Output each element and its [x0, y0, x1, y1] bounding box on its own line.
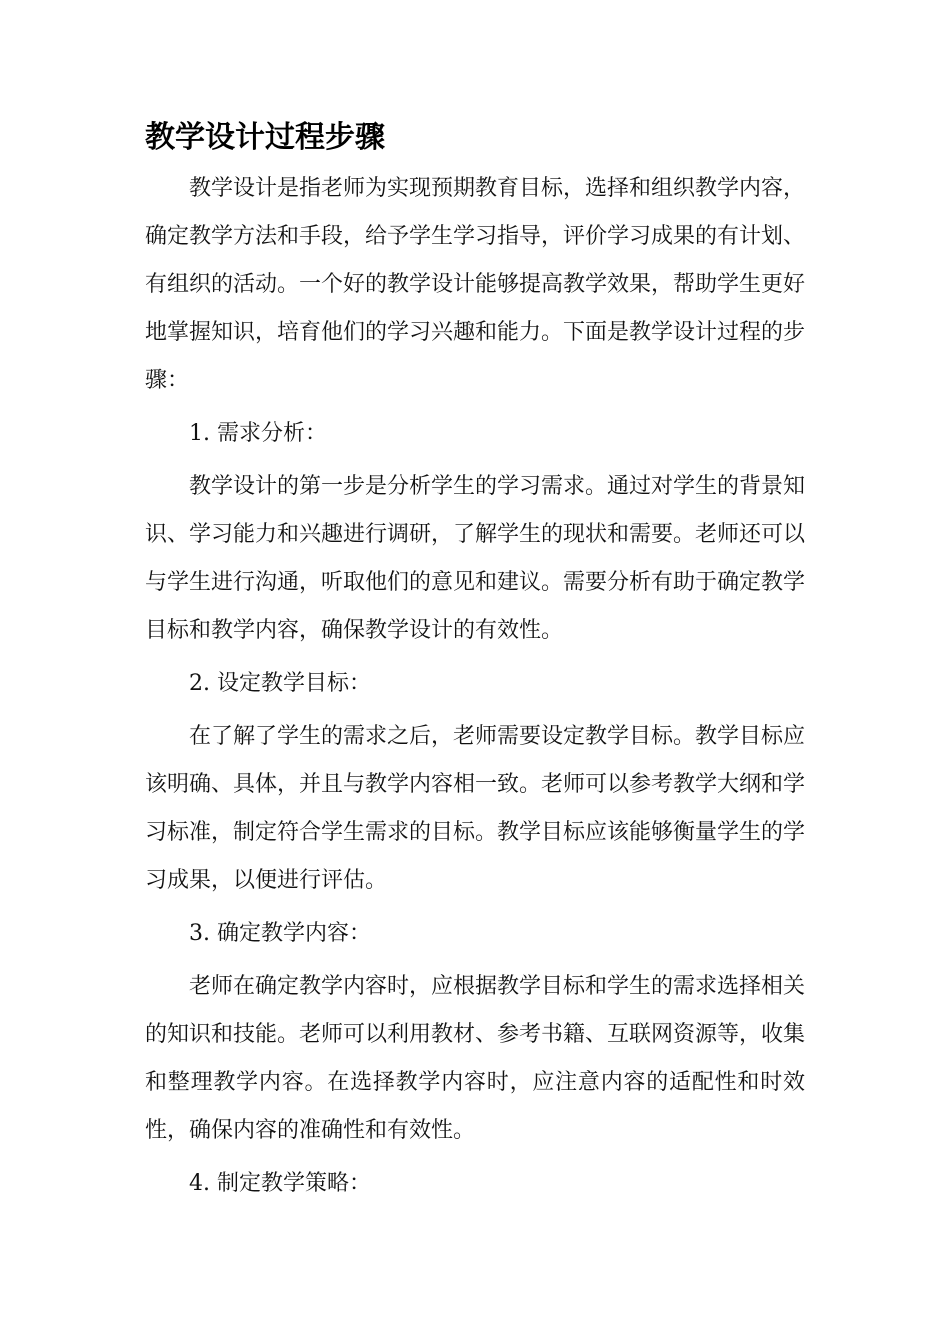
intro-paragraph: 教学设计是指老师为实现预期教育目标，选择和组织教学内容，确定教学方法和手段，给予学生学习指导，评价学习成果的有计划、有组织的活动。一个好的教学设计能够提高教学效果，帮助学生更好地掌握知识，培育他们的学习兴趣和能力。下面是教学设计过程的步骤：	[145, 176, 806, 393]
section-body-3: 老师在确定教学内容时，应根据教学目标和学生的需求选择相关的知识和技能。老师可以利用教材、参考书籍、互联网资源等，收集和整理教学内容。在选择教学内容时，应注意内容的适配性和时效性，确保内容的准确性和有效性。	[145, 974, 806, 1143]
section-body-1: 教学设计的第一步是分析学生的学习需求。通过对学生的背景知识、学习能力和兴趣进行调研，了解学生的现状和需要。老师还可以与学生进行沟通，听取他们的意见和建议。需要分析有助于确定教学目标和教学内容，确保教学设计的有效性。	[145, 474, 806, 643]
section-heading-1: 1. 需求分析：	[189, 421, 327, 446]
document-body	[145, 165, 805, 1213]
section-heading-2: 2. 设定教学目标：	[189, 671, 371, 696]
section-heading-4: 4. 制定教学策略：	[189, 1171, 371, 1196]
page-title: 教学设计过程步骤	[145, 120, 385, 155]
section-body-2: 在了解了学生的需求之后，老师需要设定教学目标。教学目标应该明确、具体，并且与教学内容相一致。老师可以参考教学大纲和学习标准，制定符合学生需求的目标。教学目标应该能够衡量学生的学习成果，以便进行评估。	[145, 724, 806, 893]
section-heading-3: 3. 确定教学内容：	[189, 921, 371, 946]
